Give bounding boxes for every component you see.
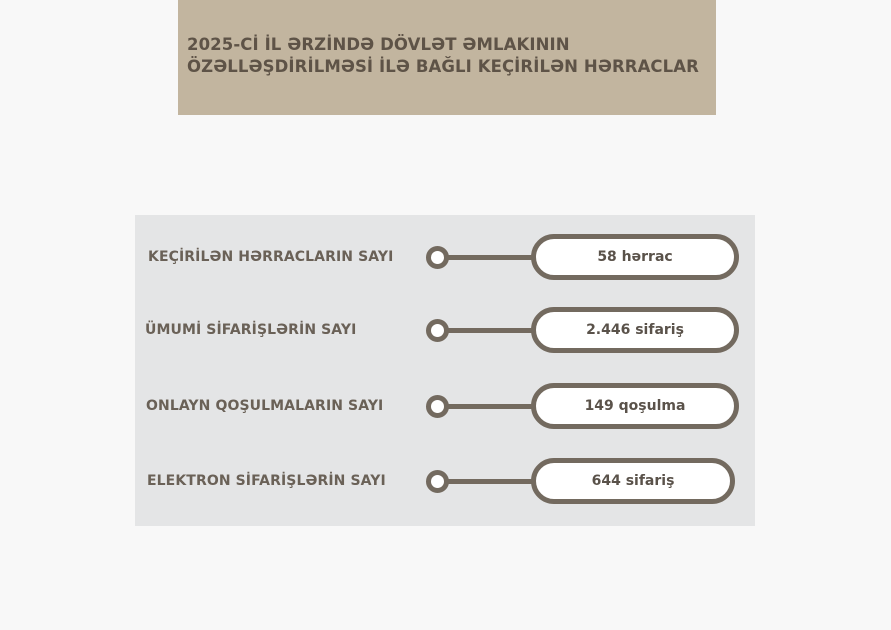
stat-row-online-connections: [135, 383, 755, 429]
title-line-2: ÖZƏLLƏŞDİRİLMƏSİ İLƏ BAĞLI KEÇİRİLƏN HƏRRACLAR: [187, 57, 699, 76]
connector-dot-icon: [426, 470, 449, 493]
title-line-1: 2025-Cİ İL ƏRZİNDƏ DÖVLƏT ƏMLAKININ: [187, 35, 570, 54]
connector-line: [446, 255, 536, 260]
stat-value-pill: [531, 307, 739, 353]
header-banner: [178, 0, 716, 115]
stat-value: 644 sifariş: [591, 473, 675, 489]
stat-value-pill: [531, 383, 739, 429]
connector-dot-icon: [426, 319, 449, 342]
stat-label: KEÇİRİLƏN HƏRRACLARIN SAYI: [148, 249, 394, 265]
connector-line: [446, 404, 536, 409]
stat-value: 58 hərrac: [597, 249, 673, 265]
connector-line: [446, 479, 536, 484]
page-title: [187, 34, 699, 78]
stat-label: ONLAYN QOŞULMALARIN SAYI: [146, 398, 384, 414]
stat-value: 2.446 sifariş: [586, 322, 684, 338]
stat-value: 149 qoşulma: [584, 398, 686, 414]
stat-value-pill: [531, 458, 735, 504]
stat-label: ELEKTRON SİFARİŞLƏRİN SAYI: [147, 473, 386, 489]
stat-row-electronic-orders: [135, 458, 755, 504]
stat-row-total-orders: [135, 307, 755, 353]
stats-panel: [135, 215, 755, 526]
connector-dot-icon: [426, 246, 449, 269]
stat-row-auctions: [135, 234, 755, 280]
stat-label: ÜMUMİ SİFARİŞLƏRİN SAYI: [145, 322, 357, 338]
stat-value-pill: [531, 234, 739, 280]
connector-line: [446, 328, 536, 333]
connector-dot-icon: [426, 395, 449, 418]
